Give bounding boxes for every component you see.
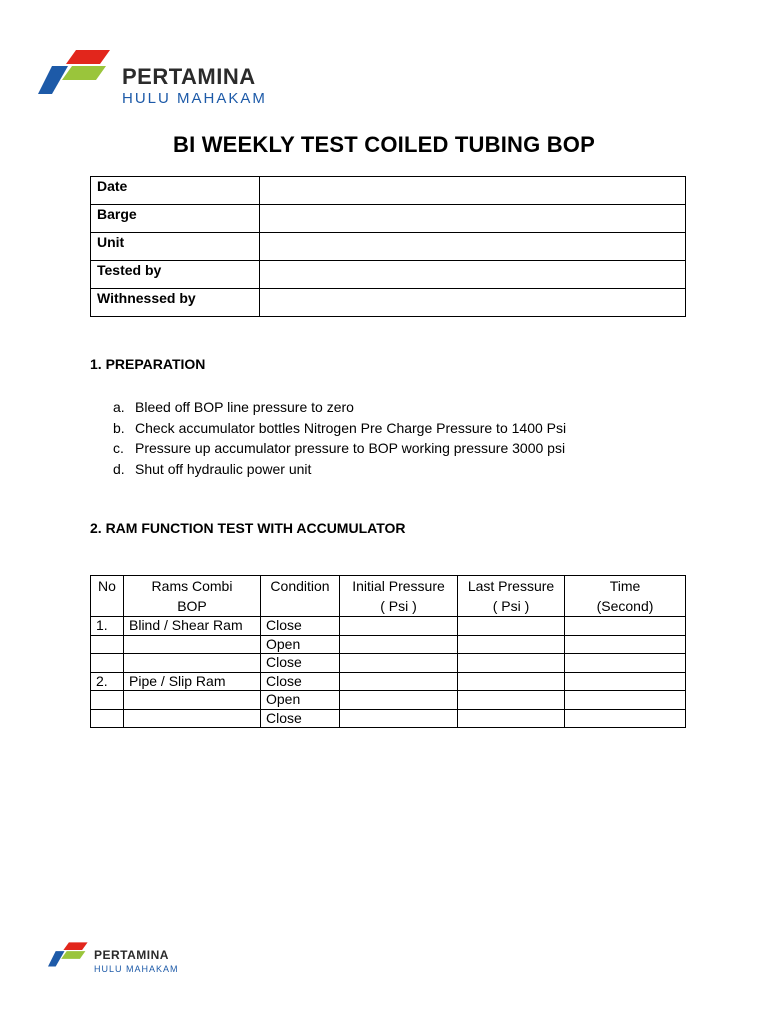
time-field[interactable]	[565, 617, 686, 636]
column-header	[565, 576, 686, 617]
ram-name	[124, 635, 261, 654]
pertamina-logo	[38, 48, 308, 110]
info-value-field[interactable]	[260, 261, 686, 289]
info-table	[90, 176, 686, 317]
info-value-field[interactable]	[260, 205, 686, 233]
column-header	[340, 576, 458, 617]
row-number	[91, 709, 124, 728]
list-marker: d.	[113, 461, 125, 478]
document-title: BI WEEKLY TEST COILED TUBING BOP	[173, 132, 595, 157]
table-row	[91, 691, 686, 710]
last-pressure-field[interactable]	[458, 617, 565, 636]
condition-cell: Open	[261, 635, 340, 654]
info-value-field[interactable]	[260, 233, 686, 261]
condition-cell: Close	[261, 709, 340, 728]
ram-name	[124, 691, 261, 710]
ram-name	[124, 709, 261, 728]
last-pressure-field[interactable]	[458, 672, 565, 691]
section-heading-preparation: 1. PREPARATION	[90, 356, 206, 372]
column-header-line1: Condition	[270, 578, 330, 594]
list-text: Bleed off BOP line pressure to zero	[135, 399, 354, 415]
initial-pressure-field[interactable]	[340, 709, 458, 728]
pertamina-emblem-icon	[38, 48, 118, 98]
last-pressure-field[interactable]	[458, 709, 565, 728]
column-header-line2: BOP	[177, 598, 207, 614]
condition-cell: Open	[261, 691, 340, 710]
ram-name: Pipe / Slip Ram	[124, 672, 261, 691]
last-pressure-field[interactable]	[458, 635, 565, 654]
table-row	[91, 635, 686, 654]
time-field[interactable]	[565, 654, 686, 673]
column-header	[124, 576, 261, 617]
column-header-line1: Time	[609, 578, 641, 594]
column-header-line1: Rams Combi	[151, 578, 233, 594]
initial-pressure-field[interactable]	[340, 654, 458, 673]
last-pressure-field[interactable]	[458, 691, 565, 710]
preparation-item	[113, 418, 566, 439]
ram-function-table	[90, 575, 686, 728]
list-marker: b.	[113, 419, 125, 436]
condition-cell: Close	[261, 617, 340, 636]
time-field[interactable]	[565, 709, 686, 728]
info-label: Tested by	[91, 261, 260, 289]
pertamina-footer-logo	[48, 940, 198, 978]
column-header-line2: (Second)	[596, 598, 654, 614]
ram-name	[124, 654, 261, 673]
list-marker: a.	[113, 399, 125, 415]
list-marker: c.	[113, 440, 124, 457]
info-label: Unit	[91, 233, 260, 261]
time-field[interactable]	[565, 672, 686, 691]
info-row	[91, 205, 686, 233]
info-label: Withnessed by	[91, 289, 260, 317]
info-row	[91, 261, 686, 289]
row-number: 1.	[91, 617, 124, 636]
table-row	[91, 709, 686, 728]
info-value-field[interactable]	[260, 177, 686, 205]
time-field[interactable]	[565, 691, 686, 710]
ram-name: Blind / Shear Ram	[124, 617, 261, 636]
row-number	[91, 635, 124, 654]
preparation-item	[113, 438, 566, 459]
list-text: Shut off hydraulic power unit	[135, 461, 312, 478]
row-number	[91, 654, 124, 673]
info-row	[91, 177, 686, 205]
column-header	[458, 576, 565, 617]
footer-logo-sub-text: HULU MAHAKAM	[94, 964, 179, 974]
preparation-item	[113, 459, 566, 480]
column-header-line1: Last Pressure	[467, 578, 555, 594]
column-header-line2: ( Psi )	[492, 598, 530, 614]
column-header-line2: ( Psi )	[380, 598, 417, 614]
preparation-item	[113, 397, 566, 418]
preparation-list	[113, 397, 566, 480]
initial-pressure-field[interactable]	[340, 672, 458, 691]
list-text: Pressure up accumulator pressure to BOP working pressure 3000 psi	[135, 440, 566, 457]
pertamina-emblem-icon	[48, 940, 92, 970]
column-header-line1: No	[98, 578, 116, 594]
info-row	[91, 289, 686, 317]
row-number: 2.	[91, 672, 124, 691]
info-value-field[interactable]	[260, 289, 686, 317]
last-pressure-field[interactable]	[458, 654, 565, 673]
condition-cell: Close	[261, 672, 340, 691]
list-text: Check accumulator bottles Nitrogen Pre Charge Pressure to 1400 Psi	[135, 419, 567, 436]
condition-cell: Close	[261, 654, 340, 673]
row-number	[91, 691, 124, 710]
section-heading-ram-function-test: 2. RAM FUNCTION TEST WITH ACCUMULATOR	[90, 520, 406, 536]
initial-pressure-field[interactable]	[340, 635, 458, 654]
table-row	[91, 617, 686, 636]
info-label: Barge	[91, 205, 260, 233]
table-row	[91, 654, 686, 673]
info-row	[91, 233, 686, 261]
initial-pressure-field[interactable]	[340, 691, 458, 710]
info-label: Date	[91, 177, 260, 205]
time-field[interactable]	[565, 635, 686, 654]
logo-sub-text: HULU MAHAKAM	[122, 90, 267, 107]
initial-pressure-field[interactable]	[340, 617, 458, 636]
footer-logo-brand-text: PERTAMINA	[94, 948, 169, 962]
column-header	[91, 576, 124, 617]
column-header	[261, 576, 340, 617]
table-row	[91, 672, 686, 691]
logo-brand-text: PERTAMINA	[122, 64, 256, 89]
column-header-line1: Initial Pressure	[352, 578, 445, 594]
